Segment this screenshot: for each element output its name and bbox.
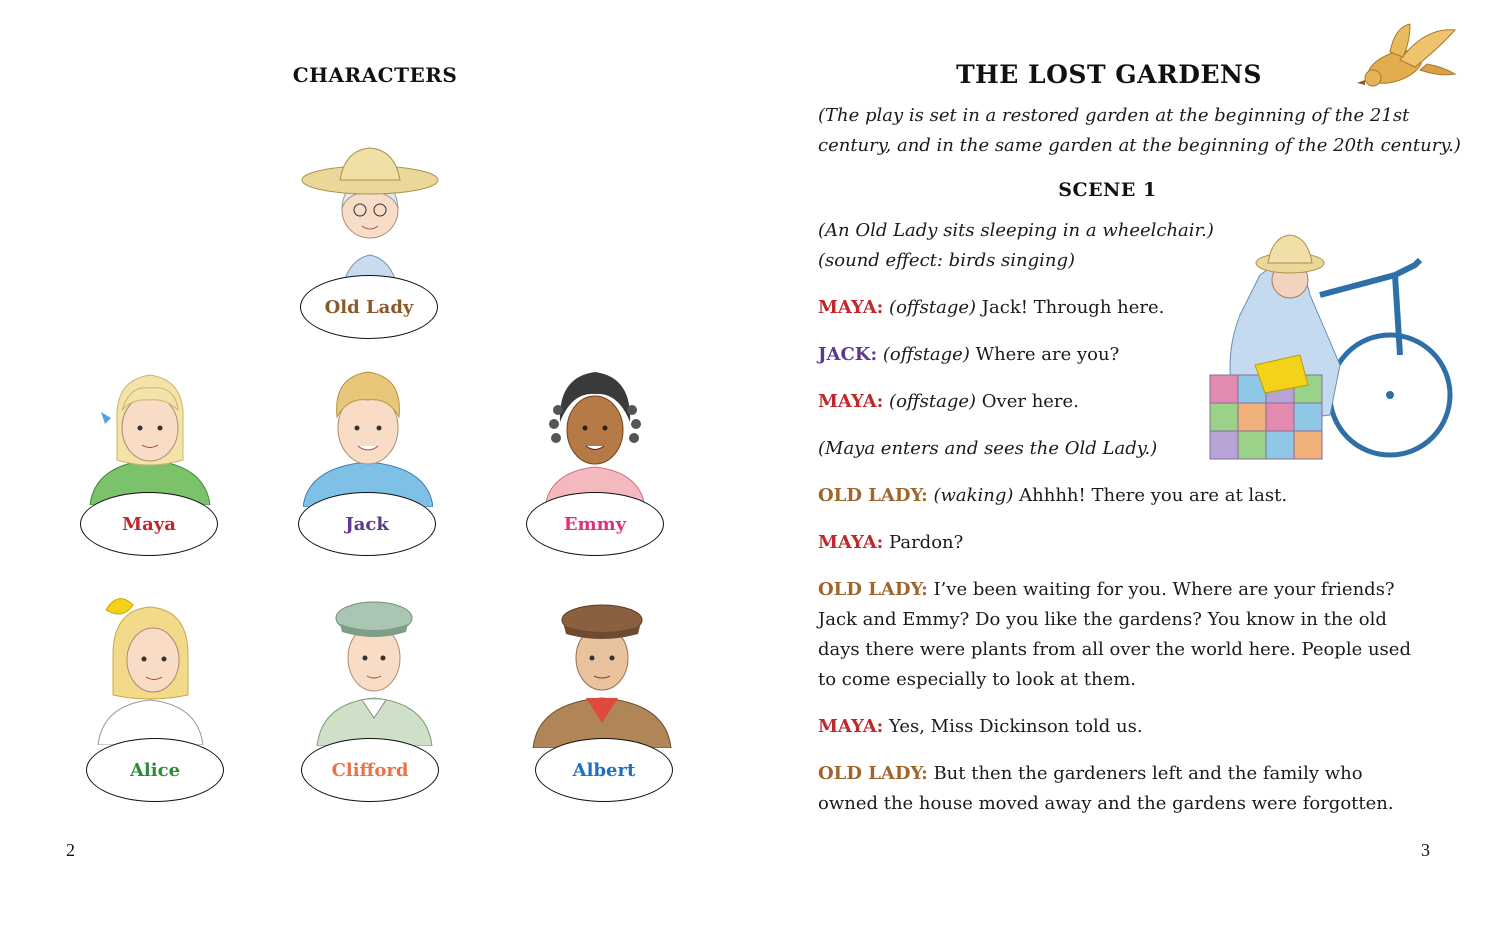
stage-direction-3: (Maya enters and sees the Old Lady.)	[818, 438, 1158, 459]
dialogue-text: I’ve been waiting for you. Where are your friends?	[927, 579, 1395, 600]
character-name-albert: Albert	[572, 759, 636, 781]
dialogue-line	[818, 481, 1287, 511]
characters-heading: CHARACTERS	[292, 63, 458, 87]
character-oval-maya	[80, 492, 218, 556]
dialogue-paragraph	[818, 759, 1418, 819]
speaker-maya: MAYA:	[818, 297, 884, 318]
character-oval-old-lady	[300, 275, 438, 339]
dialogue-line	[818, 387, 1079, 417]
speaker-old-lady: OLD LADY:	[818, 763, 928, 784]
stage-direction: (offstage)	[882, 344, 970, 365]
stage-direction-1: (An Old Lady sits sleeping in a wheelchair.)	[818, 220, 1214, 241]
speaker-maya: MAYA:	[818, 391, 884, 412]
character-name-maya: Maya	[122, 513, 176, 535]
intro-line-2: century, and in the same garden at the beginning of the 20th century.)	[818, 135, 1461, 156]
speaker-maya: MAYA:	[818, 532, 884, 553]
stage-direction: (offstage)	[889, 297, 977, 318]
character-oval-clifford	[301, 738, 439, 802]
bird-illustration	[1355, 22, 1460, 92]
character-name-clifford: Clifford	[331, 759, 409, 781]
character-oval-albert	[535, 738, 673, 802]
character-name-alice: Alice	[129, 759, 181, 781]
right-page	[750, 0, 1500, 926]
play-title: THE LOST GARDENS	[956, 60, 1262, 89]
old-lady-wheelchair-illustration	[1190, 215, 1465, 470]
dialogue-text: Jack! Through here.	[976, 297, 1165, 318]
intro-line-1: (The play is set in a restored garden at the beginning of the 21st	[818, 105, 1410, 126]
dialogue-text: Pardon?	[883, 532, 964, 553]
character-name-old-lady: Old Lady	[324, 296, 414, 318]
stage-direction: (offstage)	[889, 391, 977, 412]
dialogue-text: But then the gardeners left and the family who	[927, 763, 1363, 784]
speaker-jack: JACK:	[818, 344, 878, 365]
speaker-old-lady: OLD LADY:	[818, 579, 928, 600]
alice-portrait	[88, 585, 213, 745]
dialogue-text: Jack and Emmy? Do you like the gardens? You know in the old	[818, 609, 1387, 630]
speaker-maya: MAYA:	[818, 716, 884, 737]
dialogue-text: to come especially to look at them.	[818, 669, 1136, 690]
dialogue-text: Ahhhh! There you are at last.	[1013, 485, 1288, 506]
character-oval-emmy	[526, 492, 664, 556]
emmy-portrait	[530, 362, 660, 507]
dialogue-line	[818, 340, 1119, 370]
clifford-portrait	[312, 588, 437, 746]
character-oval-jack	[298, 492, 436, 556]
jack-portrait	[303, 362, 433, 507]
stage-direction: (waking)	[933, 485, 1014, 506]
speaker-old-lady: OLD LADY:	[818, 485, 928, 506]
character-oval-alice	[86, 738, 224, 802]
dialogue-paragraph	[818, 575, 1418, 695]
page-number-right: 3	[1421, 840, 1430, 860]
page-number-left: 2	[66, 840, 75, 860]
dialogue-line	[818, 712, 1143, 742]
dialogue-text: days there were plants from all over the world here. People used	[818, 639, 1411, 660]
dialogue-text: Over here.	[976, 391, 1079, 412]
dialogue-text: Where are you?	[969, 344, 1120, 365]
scene-title: SCENE 1	[1058, 179, 1157, 201]
character-name-jack: Jack	[345, 513, 389, 535]
albert-portrait	[528, 598, 676, 748]
character-name-emmy: Emmy	[563, 513, 627, 535]
dialogue-line	[818, 528, 963, 558]
dialogue-text: Yes, Miss Dickinson told us.	[883, 716, 1143, 737]
maya-portrait	[85, 360, 215, 505]
dialogue-text: owned the house moved away and the gardens were forgotten.	[818, 793, 1394, 814]
stage-direction-2: (sound effect: birds singing)	[818, 250, 1076, 271]
dialogue-line	[818, 293, 1164, 323]
